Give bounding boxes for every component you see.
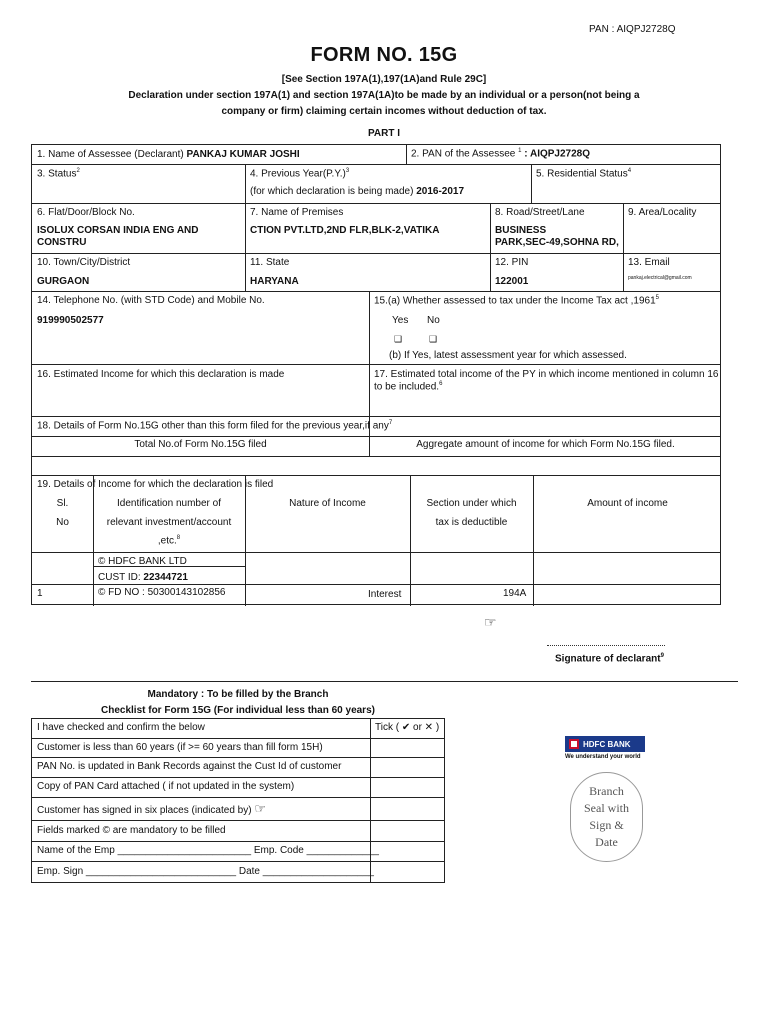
declaration-line-2: company or firm) claiming certain incomes without deduction of tax. bbox=[221, 106, 547, 117]
field-9-label: 9. Area/Locality bbox=[628, 207, 697, 218]
checklist-emp-name-code[interactable]: Name of the Emp ________________________ Emp. Code _____________ bbox=[37, 845, 379, 856]
checklist-item-age: Customer is less than 60 years (if >= 60 years than fill form 15H) bbox=[37, 742, 323, 753]
checklist-header-tick: Tick ( ✔ or ✕ ) bbox=[375, 722, 440, 733]
part-label: PART I bbox=[367, 128, 401, 139]
field-13-label: 13. Email bbox=[628, 257, 670, 268]
field-14-value: 919990502577 bbox=[37, 315, 104, 326]
field-10-label: 10. Town/City/District bbox=[37, 257, 131, 268]
checklist-header-item: I have checked and confirm the below bbox=[37, 722, 205, 733]
field-3-status: 3. Status$^2$ bbox=[37, 168, 80, 180]
field-15a-label: 15.(a) Whether assessed to tax under the Income Tax act ,1961$^5$ bbox=[374, 295, 659, 307]
row-section: 194A bbox=[503, 588, 527, 599]
branch-seal-area: Branch Seal with Sign & Date bbox=[570, 772, 643, 862]
yes-checkbox[interactable]: ❑ bbox=[394, 334, 403, 344]
hdfc-logo-icon bbox=[569, 739, 579, 749]
pan-top: PAN : AIQPJ2728Q bbox=[589, 24, 676, 35]
field-19-label: 19. Details of Income for which the declaration is filed bbox=[37, 479, 274, 490]
field-11-value: HARYANA bbox=[250, 276, 299, 287]
field-18-col-aggregate: Aggregate amount of income for which Form No.15G filed. bbox=[416, 439, 675, 450]
bank-line: © HDFC BANK LTD bbox=[98, 556, 187, 567]
field-7-value: CTION PVT.LTD,2ND FLR,BLK-2,VATIKA bbox=[250, 225, 440, 236]
row-fd-number: © FD NO : 50300143102856 bbox=[98, 587, 226, 598]
form-title: FORM NO. 15G bbox=[310, 44, 458, 66]
field-15b-label: (b) If Yes, latest assessment year for which assessed. bbox=[389, 350, 627, 361]
col-sl-line1: Sl. bbox=[56, 498, 69, 509]
no-checkbox[interactable]: ❑ bbox=[429, 334, 438, 344]
checklist-mandatory-title: Mandatory : To be filled by the Branch bbox=[147, 689, 329, 700]
previous-year-value: 2016-2017 bbox=[416, 186, 465, 197]
declaration-form-table bbox=[31, 144, 721, 605]
field-12-value: 122001 bbox=[495, 276, 529, 287]
assessee-pan: : AIQPJ2728Q bbox=[521, 148, 591, 160]
field-18-label: 18. Details of Form No.15G other than this form filed for the previous year,if any$^7$ bbox=[37, 420, 393, 432]
field-8-label: 8. Road/Street/Lane bbox=[495, 207, 585, 218]
row-nature: Interest bbox=[368, 589, 402, 600]
signature-line[interactable] bbox=[547, 645, 665, 646]
col-sl-line2: No bbox=[56, 517, 69, 528]
bank-tagline: We understand your world bbox=[565, 754, 641, 760]
field-16-label: 16. Estimated Income for which this declaration is made bbox=[37, 369, 285, 380]
col-nature: Nature of Income bbox=[289, 498, 366, 509]
field-10-value: GURGAON bbox=[37, 276, 90, 287]
field-18-col-total: Total No.of Form No.15G filed bbox=[134, 439, 267, 450]
col-id-line2: relevant investment/account bbox=[106, 517, 232, 528]
checklist-item-pan: PAN No. is updated in Bank Records against the Cust Id of customer bbox=[37, 761, 342, 772]
field-17-label-line1: 17. Estimated total income of the PY in which income mentioned in column 16 bbox=[374, 369, 719, 380]
assessee-name: PANKAJ KUMAR JOSHI bbox=[186, 149, 300, 160]
checklist-item-mandatory: Fields marked © are mandatory to be filled bbox=[37, 825, 226, 836]
checklist-emp-sign-date[interactable]: Emp. Sign ___________________________ Date ____________________ bbox=[37, 866, 374, 877]
col-section-line2: tax is deductible bbox=[435, 517, 508, 528]
field-4-previous-year: 4. Previous $Year(P.Y.)^3$ bbox=[250, 168, 350, 180]
field-17-label-line2: to be included.$^6$ bbox=[374, 381, 443, 393]
col-id-line1: Identification number of bbox=[117, 498, 221, 509]
field-2-pan: 2. PAN of the Assessee $^1$ : AIQPJ2728Q bbox=[411, 148, 591, 160]
field-8-value-line2: PARK,SEC-49,SOHNA RD, bbox=[495, 237, 619, 248]
field-11-label: 11. State bbox=[250, 257, 290, 268]
section-reference: [See Section 197A(1),197(1A)and Rule 29C] bbox=[281, 74, 487, 85]
field-5-residential-status: 5. Residential Status$^4$ bbox=[536, 168, 632, 180]
sign-here-icon: ☞ bbox=[484, 614, 497, 630]
field-6-value-line2: CONSTRU bbox=[37, 237, 87, 248]
field-6-value-line1: ISOLUX CORSAN INDIA ENG AND bbox=[37, 225, 199, 236]
section-divider bbox=[31, 681, 738, 682]
hdfc-bank-logo: HDFC BANK bbox=[565, 736, 645, 752]
sign-here-icon: ☞ bbox=[254, 801, 266, 816]
checklist-item-signed: Customer has signed in six places (indicated by) ☞ bbox=[37, 801, 266, 816]
row-sl: 1 bbox=[37, 588, 43, 599]
col-amount: Amount of income bbox=[587, 498, 668, 509]
branch-checklist-table bbox=[31, 718, 445, 883]
col-section-line1: Section under which bbox=[426, 498, 517, 509]
field-1-name: 1. Name of Assessee (Declarant) PANKAJ KUMAR JOSHI bbox=[37, 149, 300, 160]
checklist-item-pan-copy: Copy of PAN Card attached ( if not updated in the system) bbox=[37, 781, 295, 792]
declaration-line-1: Declaration under section 197A(1) and section 197A(1A)to be made by an individual or a person(not being a bbox=[128, 90, 640, 101]
field-6-label: 6. Flat/Door/Block No. bbox=[37, 207, 135, 218]
checklist-title: Checklist for Form 15G (For individual less than 60 years) bbox=[101, 705, 375, 716]
field-13-value: pankaj.electrical@gmail.com bbox=[628, 275, 692, 281]
cust-id-value: 22344721 bbox=[143, 572, 188, 583]
cust-id: CUST ID: 22344721 bbox=[98, 572, 188, 583]
field-12-label: 12. PIN bbox=[495, 257, 529, 268]
no-label: No bbox=[427, 315, 440, 326]
field-14-label: 14. Telephone No. (with STD Code) and Mobile No. bbox=[37, 295, 265, 306]
yes-label: Yes bbox=[392, 315, 409, 326]
col-id-line3: ,etc.$^8$ bbox=[157, 535, 181, 547]
field-8-value-line1: BUSINESS bbox=[495, 225, 547, 236]
previous-year-note: (for which declaration is being made) 2016-2017 bbox=[250, 186, 465, 197]
signature-label: Signature of declarant$^9$ bbox=[555, 653, 664, 665]
field-7-label: 7. Name of Premises bbox=[250, 207, 344, 218]
